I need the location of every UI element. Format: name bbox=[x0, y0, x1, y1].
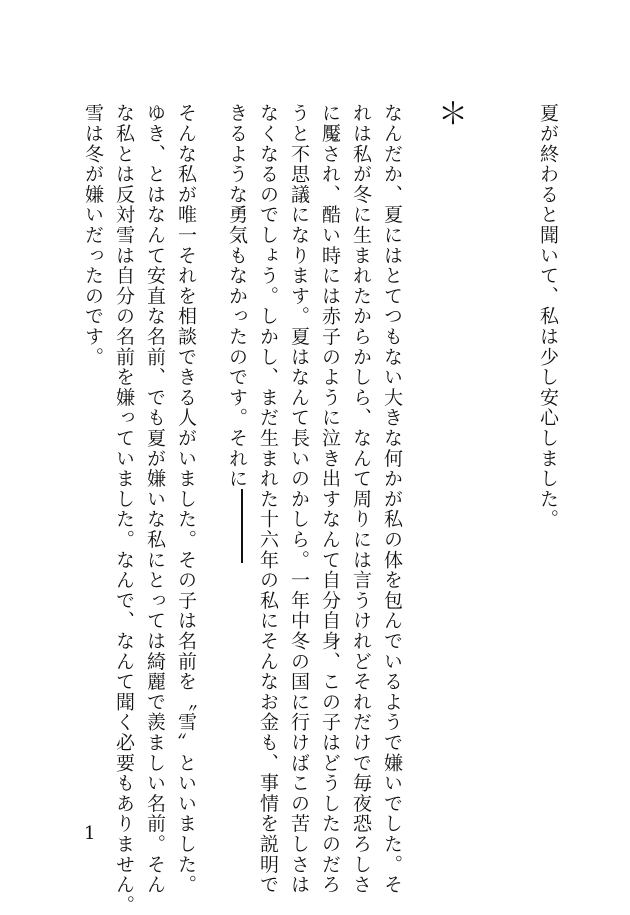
text-line-10: な私とは反対雪は自分の名前を嫌っていました。なんで、なんて聞く必要もありません。 bbox=[113, 103, 135, 915]
text-line-7-text: きるような勇気もなかったのです。それに bbox=[226, 103, 248, 489]
em-dash-line bbox=[241, 489, 243, 563]
text-line-4: に魘され、酷い時には赤子のように泣き出すなんて自分自身、この子はどうしたのだろ bbox=[319, 103, 341, 895]
page-number: 1 bbox=[84, 823, 96, 844]
text-line-7 bbox=[223, 103, 250, 563]
text-line-5: うと不思議になります。夏はなんて長いのかしら。一年中冬の国に行けばこの苦しさは bbox=[288, 103, 310, 895]
text-line-2: なんだか、夏にはとてつもない大きな何かが私の体を包んでいるようで嫌いでした。そ bbox=[381, 103, 403, 895]
text-line-1: 夏が終わると聞いて、私は少し安心しました。 bbox=[537, 103, 559, 530]
text-line-11: 雪は冬が嫌いだったのです。 bbox=[82, 103, 104, 367]
section-separator-asterisk: ＊ bbox=[438, 97, 468, 132]
text-line-6: なくなるのでしょう。しかし、まだ生まれた十六年の私にそんなお金も、事情を説明で bbox=[257, 103, 279, 895]
text-line-3: れは私が冬に生まれたからかしら、なんて周りには言うけれどそれだけで毎夜恐ろしさ bbox=[350, 103, 372, 895]
text-line-8: そんな私が唯一それを相談できる人がいました。その子は名前を〝雪〟といいました。 bbox=[175, 103, 197, 895]
text-line-9: ゆき、とはなんて安直な名前、でも夏が嫌いな私にとっては綺麗で羨ましい名前。そん bbox=[144, 103, 166, 895]
